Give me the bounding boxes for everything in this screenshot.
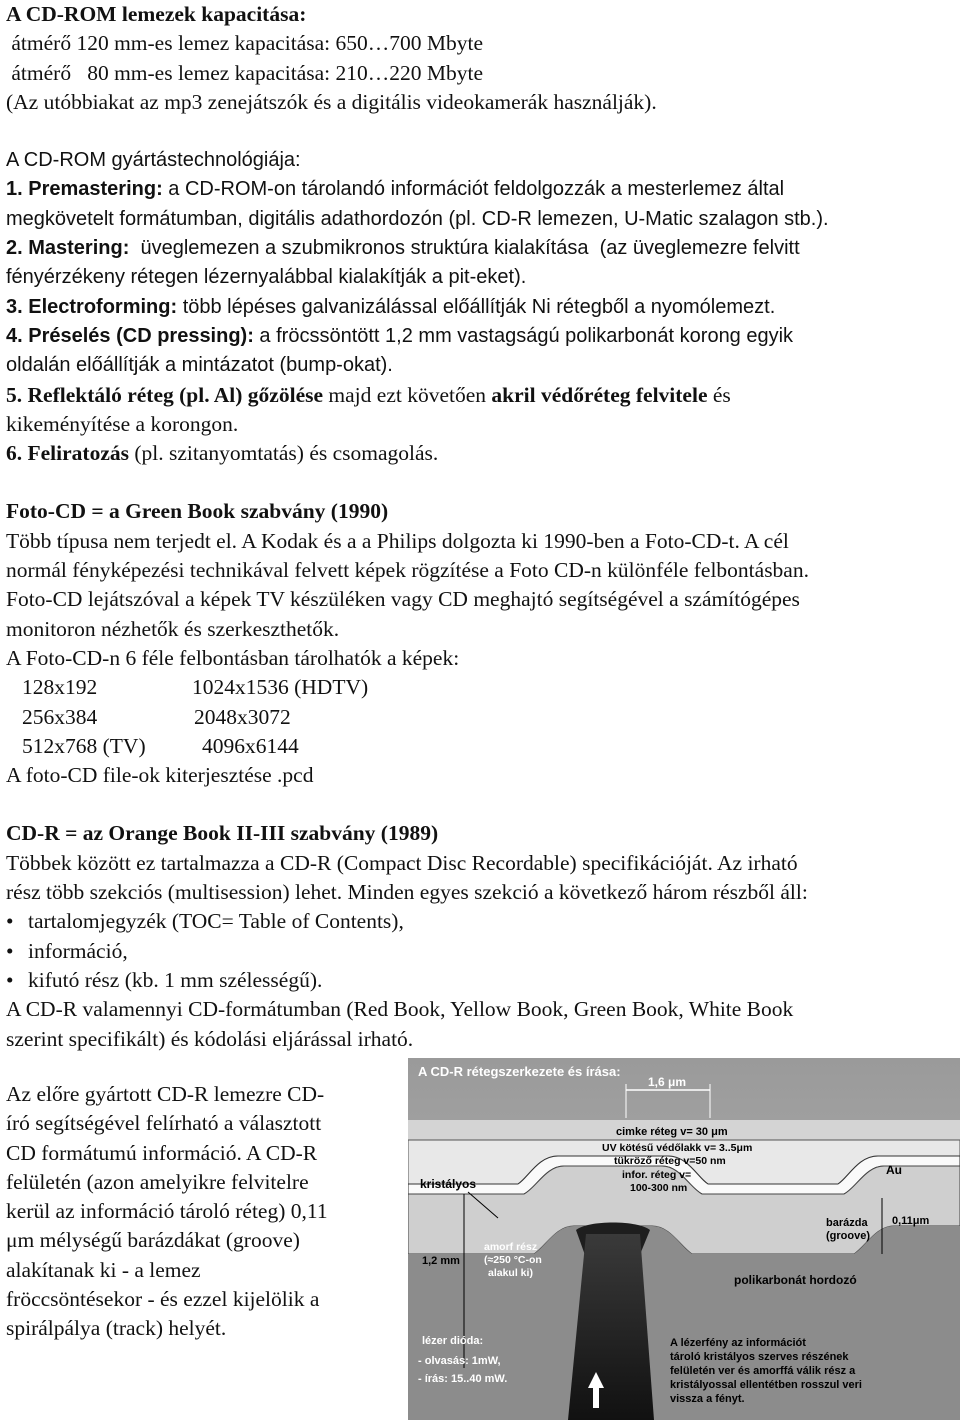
step-2-text: üveglemezen a szubmikronos struktúra kialakítása (az üveglemezre felvitt (129, 237, 800, 260)
amorphous-label-2: (≈250 °C-on (484, 1254, 542, 1266)
polycarbonate-label: polikarbonát hordozó (734, 1273, 857, 1287)
bullet-text: tartalomjegyzék (TOC= Table of Contents), (28, 909, 404, 934)
laser-diode-label: lézer dióda: (422, 1335, 484, 1347)
spacer (6, 117, 956, 146)
spacer (6, 468, 956, 497)
step-3 (6, 293, 956, 322)
step-4-text: a fröcssöntött 1,2 mm vastagságú polikarbonát korong egyik (253, 324, 794, 347)
amorphous-label-3: alakul ki) (488, 1267, 533, 1279)
side-line: kerül az információ tároló réteg) 0,11 (6, 1199, 328, 1224)
laser-write-label: - írás: 15..40 mW. (418, 1373, 508, 1385)
step-1-cont: megkövetelt formátumban, digitális adathordozón (pl. CD-R lemezen, U-Matic szalagon stb.). (6, 207, 829, 230)
side-line: spirálpálya (track) helyét. (6, 1316, 227, 1341)
step-4-cont: oldalán előállítják a mintázatot (bump-okat). (6, 354, 393, 377)
side-line: CD formátumú információ. A CD-R (6, 1140, 318, 1165)
fotocd-heading: Foto-CD = a Green Book szabvány (1990) (6, 499, 389, 524)
thickness-label: 1,2 mm (422, 1255, 460, 1267)
cdr-line: rész több szekciós (multisession) lehet. Minden egyes szekció a következő három részből áll: (6, 880, 808, 905)
cdr-line: Többek között ez tartalmazza a CD-R (Compact Disc Recordable) specifikációját. Az irható (6, 850, 798, 875)
bullet-text: kifutó rész (kb. 1 mm szélességű). (28, 967, 323, 992)
capacity-line-120mm: átmérő 120 mm-es lemez kapacitása: 650…700 Mbyte (6, 31, 484, 56)
step-2 (6, 234, 956, 263)
fotocd-line: Foto-CD lejátszóval a képek TV készüléken vagy CD meghajtó segítségével a számítógépes (6, 587, 800, 612)
step-3-text: több lépéses galvanizálással előállítják Ni rétegből a nyomólemezt. (177, 295, 776, 318)
groove-label: barázda (826, 1217, 868, 1229)
step-4-title: 4. Préselés (CD pressing): (6, 324, 254, 347)
resolution-row (6, 703, 956, 732)
side-line: író segítségével felírható a választott (6, 1111, 322, 1136)
step-6-text: (pl. szitanyomtatás) és csomagolás. (129, 441, 439, 466)
side-line: felületén (azon amelyikre felvitelre (6, 1169, 309, 1194)
bullet-icon: • (6, 967, 14, 992)
step-5-cont: kikeményítése a korongon. (6, 411, 239, 436)
resolution-right: 4096x6144 (202, 733, 299, 758)
document-page (6, 0, 956, 1054)
bullet-icon: • (6, 938, 14, 963)
tech-heading: A CD-ROM gyártástechnológiája: (6, 149, 301, 172)
diagram-title: A CD-R rétegszerkezete és írása: (418, 1064, 621, 1079)
fotocd-line: normál fényképezési technikával felvett képek rögzítése a Foto CD-n különféle felbontásban. (6, 558, 809, 583)
bullet-item (6, 937, 956, 966)
step-2-title: 2. Mastering: (6, 237, 130, 260)
info-layer-text-2: 100-300 nm (630, 1182, 688, 1194)
step-1 (6, 175, 956, 204)
resolution-right: 1024x1536 (HDTV) (192, 675, 369, 700)
step-3-title: 3. Electroforming: (6, 295, 178, 318)
step-5-title: 5. Reflektáló réteg (pl. Al) gőzölése (6, 382, 324, 407)
spacer (6, 790, 956, 819)
bullet-item (6, 966, 956, 995)
cdr-line: A CD-R valamennyi CD-formátumban (Red Book, Yellow Book, Green Book, White Book (6, 997, 794, 1022)
step-5-end: és (707, 382, 731, 407)
step-6-title: 6. Feliratozás (6, 441, 129, 466)
capacity-heading: A CD-ROM lemezek kapacitása: (6, 2, 307, 26)
fotocd-line: monitoron nézhetők és szerkeszthetők. (6, 616, 340, 641)
note-line: vissza a fényt. (670, 1393, 745, 1405)
capacity-note: (Az utóbbiakat az mp3 zenejátszók és a digitális videokamerák használják). (6, 89, 657, 114)
resolution-left: 512x768 (TV) (22, 733, 146, 758)
dim-top-label: 1,6 μm (648, 1075, 687, 1089)
resolution-left: 256x384 (22, 704, 98, 729)
fotocd-extension: A foto-CD file-ok kiterjesztése .pcd (6, 763, 314, 788)
step-4 (6, 322, 956, 351)
label-layer-text: cimke réteg v= 30 μm (616, 1126, 728, 1138)
bullet-icon: • (6, 909, 14, 934)
cdr-line: szerint specifikált) és kódolási eljárással irható. (6, 1026, 414, 1051)
side-line: fröccsöntésekor - és ezzel kijelölik a (6, 1287, 320, 1312)
info-layer-text: infor. réteg v= (622, 1169, 692, 1181)
uv-layer-text: UV kötésű védőlakk v= 3..5μm (602, 1142, 753, 1154)
groove-label-2: (groove) (826, 1230, 870, 1242)
crystalline-label: kristályos (420, 1177, 477, 1191)
laser-read-label: - olvasás: 1mW, (418, 1355, 501, 1367)
note-line: kristályossal ellentétben rosszul veri (670, 1379, 862, 1391)
resolution-left: 128x192 (22, 675, 98, 700)
step-5-bold: akril védőréteg felvitele (491, 382, 708, 407)
side-line: μm mélységű barázdákat (groove) (6, 1228, 300, 1253)
bullet-text: információ, (28, 938, 128, 963)
fotocd-line: Több típusa nem terjedt el. A Kodak és a a Philips dolgozta ki 1990-ben a Foto-CD-t. A cél (6, 528, 789, 553)
resolution-right: 2048x3072 (194, 704, 291, 729)
step-1-text: a CD-ROM-on tárolandó információt feldolgozzák a mesterlemez által (162, 178, 785, 201)
step-5-mid: majd ezt követően (323, 382, 492, 407)
reflective-layer-text: tükröző réteg v=50 nm (614, 1155, 726, 1167)
bullet-item (6, 907, 956, 936)
cdr-layer-diagram-svg (408, 1058, 960, 1420)
resolution-row (6, 732, 956, 761)
step-5 (6, 381, 956, 410)
au-label: Au (886, 1163, 902, 1177)
cdr-layer-diagram (408, 1058, 960, 1420)
resolution-row (6, 673, 956, 702)
cdr-heading: CD-R = az Orange Book II-III szabvány (1989) (6, 821, 439, 846)
note-line: A lézerfény az információt (670, 1337, 806, 1349)
note-line: tároló kristályos szerves részének (670, 1351, 849, 1363)
side-line: alakítanak ki - a lemez (6, 1257, 201, 1282)
fotocd-line: A Foto-CD-n 6 féle felbontásban tárolhatók a képek: (6, 645, 460, 670)
side-line: Az előre gyártott CD-R lemezre CD- (6, 1082, 325, 1106)
amorphous-label: amorf rész (484, 1241, 538, 1253)
step-1-title: 1. Premastering: (6, 178, 163, 201)
capacity-line-80mm: átmérő 80 mm-es lemez kapacitása: 210…220 Mbyte (6, 60, 484, 85)
note-line: felületén ver és amorffá válik rész a (670, 1365, 856, 1377)
step-2-cont: fényérzékeny rétegen lézernyalábbal kialakítják a pit-eket). (6, 266, 527, 289)
step-6 (6, 439, 956, 468)
side-text (6, 1080, 386, 1344)
groove-depth-label: 0,11μm (892, 1215, 930, 1227)
